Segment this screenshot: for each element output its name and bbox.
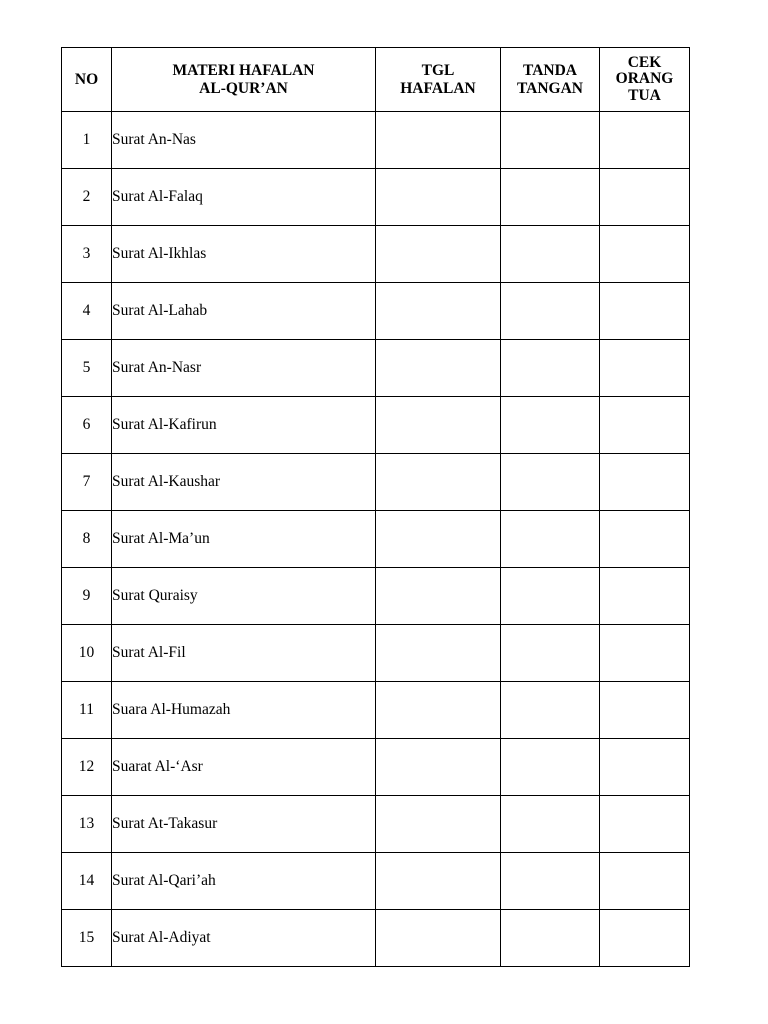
- surah-name: Surat Al-Ikhlas: [112, 226, 376, 283]
- surah-name: Surat Al-Adiyat: [112, 910, 376, 967]
- signature-cell[interactable]: [501, 226, 600, 283]
- row-number: 13: [62, 796, 112, 853]
- date-cell[interactable]: [376, 853, 501, 910]
- parent-check-cell[interactable]: [600, 397, 690, 454]
- surah-name: Surat An-Nas: [112, 112, 376, 169]
- header-materi-line: AL-QUR’AN: [199, 79, 288, 97]
- row-number: 8: [62, 511, 112, 568]
- parent-check-cell[interactable]: [600, 340, 690, 397]
- date-cell[interactable]: [376, 397, 501, 454]
- surah-name: Surat Al-Lahab: [112, 283, 376, 340]
- parent-check-cell[interactable]: [600, 226, 690, 283]
- header-tgl-line: HAFALAN: [400, 79, 476, 97]
- header-tgl-line: TGL: [421, 61, 455, 79]
- row-number: 10: [62, 625, 112, 682]
- date-cell[interactable]: [376, 739, 501, 796]
- header-cek-line: TUA: [628, 86, 661, 104]
- header-no-label: NO: [74, 70, 99, 88]
- row-number: 9: [62, 568, 112, 625]
- signature-cell[interactable]: [501, 739, 600, 796]
- table-row: [62, 511, 690, 568]
- row-number: 7: [62, 454, 112, 511]
- date-cell[interactable]: [376, 283, 501, 340]
- parent-check-cell[interactable]: [600, 169, 690, 226]
- table-body: [62, 112, 690, 967]
- date-cell[interactable]: [376, 340, 501, 397]
- table-row: [62, 169, 690, 226]
- row-number: 11: [62, 682, 112, 739]
- surah-name: Surat Al-Kaushar: [112, 454, 376, 511]
- signature-cell[interactable]: [501, 682, 600, 739]
- date-cell[interactable]: [376, 796, 501, 853]
- header-tanda-tangan-line: TANDA: [523, 61, 577, 79]
- memorization-table: [61, 47, 690, 967]
- row-number: 4: [62, 283, 112, 340]
- table-row: [62, 853, 690, 910]
- date-cell[interactable]: [376, 910, 501, 967]
- parent-check-cell[interactable]: [600, 283, 690, 340]
- table-row: [62, 397, 690, 454]
- signature-cell[interactable]: [501, 910, 600, 967]
- signature-cell[interactable]: [501, 853, 600, 910]
- row-number: 15: [62, 910, 112, 967]
- surah-name: Surat Al-Fil: [112, 625, 376, 682]
- date-cell[interactable]: [376, 682, 501, 739]
- surah-name: Surat Al-Qari’ah: [112, 853, 376, 910]
- date-cell[interactable]: [376, 112, 501, 169]
- header-tanda-tangan: [501, 48, 600, 112]
- table-row: [62, 910, 690, 967]
- row-number: 3: [62, 226, 112, 283]
- parent-check-cell[interactable]: [600, 796, 690, 853]
- signature-cell[interactable]: [501, 112, 600, 169]
- parent-check-cell[interactable]: [600, 568, 690, 625]
- header-cek-line: CEK: [627, 53, 662, 71]
- signature-cell[interactable]: [501, 454, 600, 511]
- date-cell[interactable]: [376, 454, 501, 511]
- signature-cell[interactable]: [501, 397, 600, 454]
- date-cell[interactable]: [376, 625, 501, 682]
- signature-cell[interactable]: [501, 796, 600, 853]
- signature-cell[interactable]: [501, 169, 600, 226]
- table-row: [62, 226, 690, 283]
- surah-name: Surat Al-Falaq: [112, 169, 376, 226]
- header-tgl-hafalan: [376, 48, 501, 112]
- surah-name: Suara Al-Humazah: [112, 682, 376, 739]
- surah-name: Surat Al-Ma’un: [112, 511, 376, 568]
- signature-cell[interactable]: [501, 568, 600, 625]
- header-materi-line: MATERI HAFALAN: [172, 61, 315, 79]
- table-row: [62, 682, 690, 739]
- row-number: 6: [62, 397, 112, 454]
- header-cek-orang-tua: [600, 48, 690, 112]
- surah-name: Surat An-Nasr: [112, 340, 376, 397]
- table-row: [62, 568, 690, 625]
- header-row: [62, 48, 690, 112]
- date-cell[interactable]: [376, 511, 501, 568]
- row-number: 1: [62, 112, 112, 169]
- surah-name: Surat Al-Kafirun: [112, 397, 376, 454]
- date-cell[interactable]: [376, 568, 501, 625]
- parent-check-cell[interactable]: [600, 682, 690, 739]
- header-materi: [112, 48, 376, 112]
- header-cek-line: ORANG: [615, 70, 674, 88]
- parent-check-cell[interactable]: [600, 910, 690, 967]
- table-header: [62, 48, 690, 112]
- parent-check-cell[interactable]: [600, 853, 690, 910]
- row-number: 14: [62, 853, 112, 910]
- table-row: [62, 454, 690, 511]
- parent-check-cell[interactable]: [600, 454, 690, 511]
- row-number: 2: [62, 169, 112, 226]
- parent-check-cell[interactable]: [600, 112, 690, 169]
- table-row: [62, 796, 690, 853]
- header-no: [62, 48, 112, 112]
- row-number: 12: [62, 739, 112, 796]
- surah-name: Surat Quraisy: [112, 568, 376, 625]
- table-row: [62, 283, 690, 340]
- parent-check-cell[interactable]: [600, 739, 690, 796]
- table-row: [62, 340, 690, 397]
- signature-cell[interactable]: [501, 625, 600, 682]
- date-cell[interactable]: [376, 226, 501, 283]
- date-cell[interactable]: [376, 169, 501, 226]
- surah-name: Suarat Al-‘Asr: [112, 739, 376, 796]
- surah-name: Surat At-Takasur: [112, 796, 376, 853]
- row-number: 5: [62, 340, 112, 397]
- header-tanda-tangan-line: TANGAN: [516, 79, 584, 97]
- signature-cell[interactable]: [501, 340, 600, 397]
- parent-check-cell[interactable]: [600, 511, 690, 568]
- signature-cell[interactable]: [501, 283, 600, 340]
- signature-cell[interactable]: [501, 511, 600, 568]
- table-row: [62, 739, 690, 796]
- parent-check-cell[interactable]: [600, 625, 690, 682]
- table-row: [62, 625, 690, 682]
- table-row: [62, 112, 690, 169]
